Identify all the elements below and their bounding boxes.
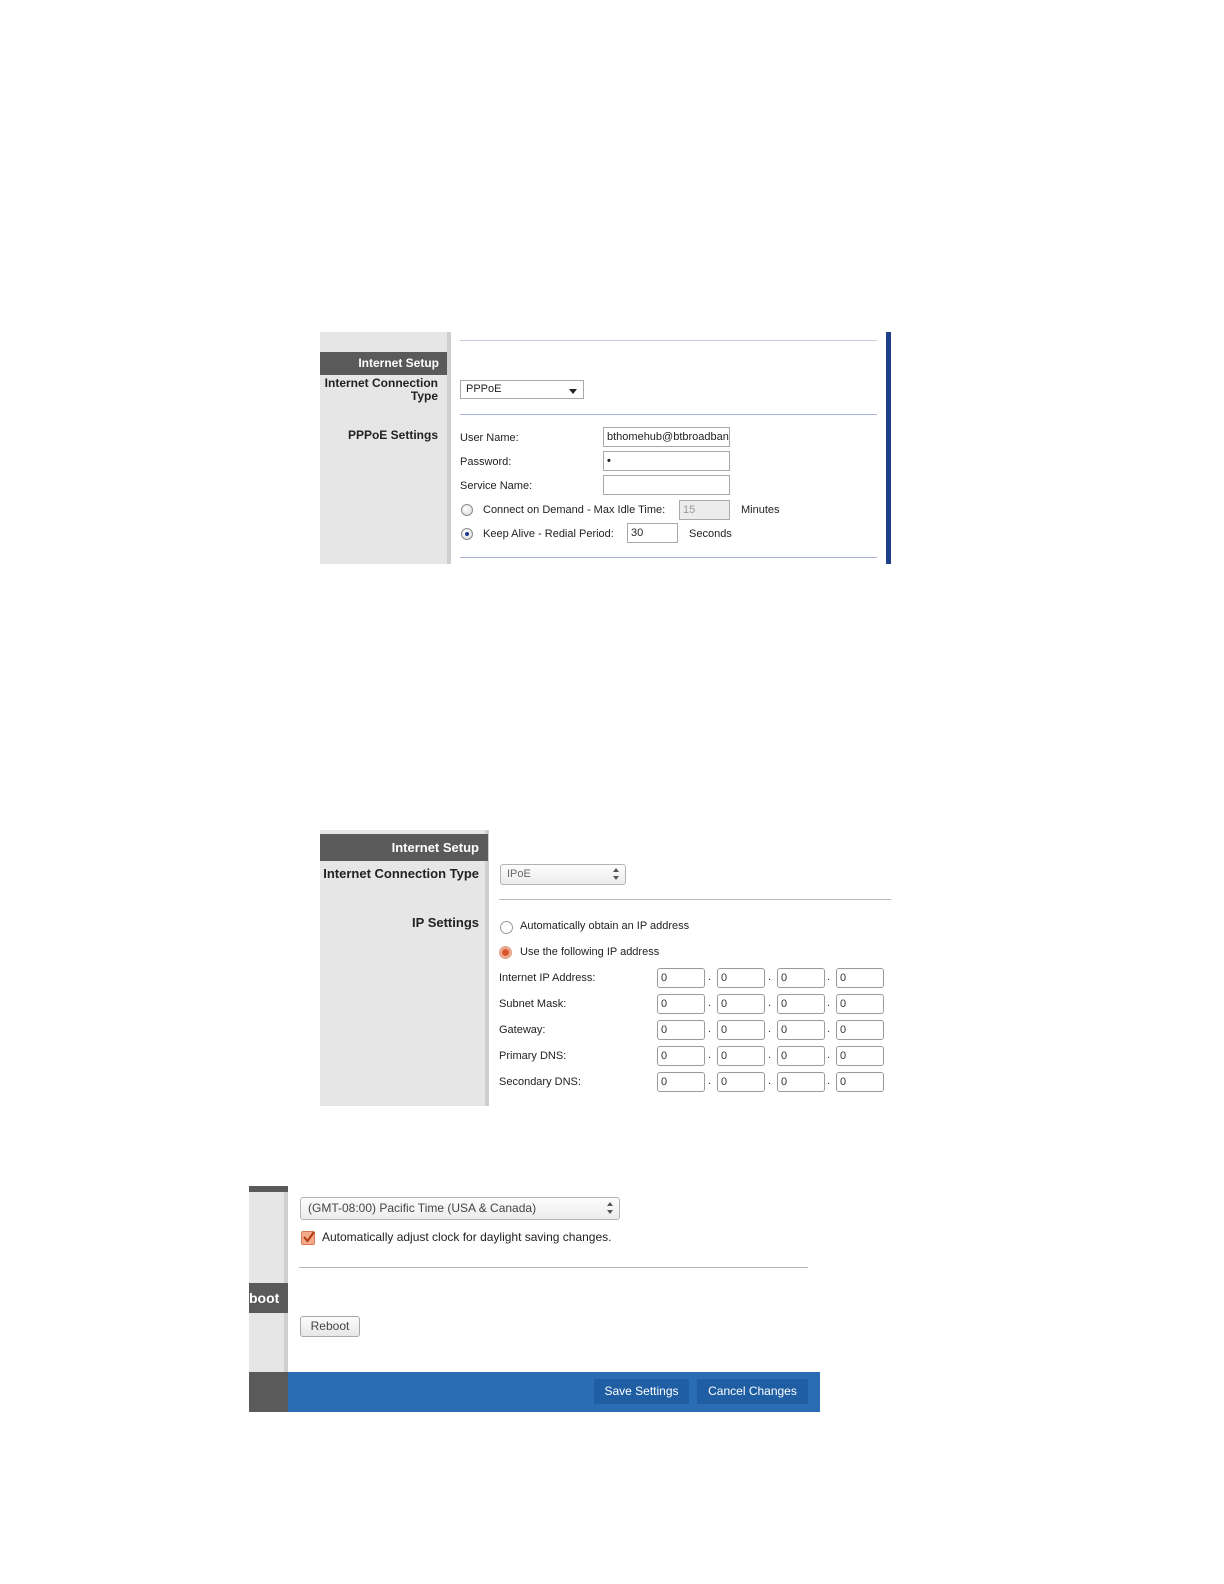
- service-name-label: Service Name:: [460, 480, 533, 492]
- seconds-label: Seconds: [689, 528, 732, 540]
- panel-border: [886, 332, 891, 564]
- divider: [299, 1267, 808, 1268]
- ip-octet-input[interactable]: 0: [836, 968, 884, 988]
- divider: [499, 899, 891, 900]
- ip-octet-input[interactable]: 0: [717, 1072, 765, 1092]
- max-idle-time-input[interactable]: 15: [679, 500, 730, 520]
- connection-type-label: [320, 377, 438, 403]
- auto-ip-label: Automatically obtain an IP address: [520, 920, 690, 932]
- sidebar-divider: [485, 830, 489, 1106]
- ip-octet-input[interactable]: 0: [717, 1046, 765, 1066]
- select-arrows-icon: [607, 1202, 614, 1214]
- pppoe-settings-panel: [320, 332, 892, 564]
- connection-type-label: Internet Connection Type: [323, 866, 479, 881]
- user-name-input[interactable]: bthomehub@btbroadban: [603, 427, 730, 447]
- ip-octet-input[interactable]: 0: [657, 1020, 705, 1040]
- internet-ip-label: Internet IP Address:: [499, 972, 596, 984]
- ip-octet-input[interactable]: 0: [717, 1020, 765, 1040]
- password-label: Password:: [460, 456, 512, 468]
- section-header-internet-setup: Internet Setup: [320, 834, 488, 861]
- footer-sidebar-cap: [249, 1372, 288, 1412]
- ip-octet-input[interactable]: 0: [657, 1046, 705, 1066]
- ip-octet-input[interactable]: 0: [777, 1072, 825, 1092]
- auto-ip-radio[interactable]: [500, 921, 513, 934]
- ip-octet-input[interactable]: 0: [777, 1020, 825, 1040]
- user-name-label: User Name:: [460, 432, 519, 444]
- ip-settings-label: IP Settings: [412, 915, 479, 930]
- ip-octet-input[interactable]: 0: [777, 994, 825, 1014]
- ip-row-gateway: Gateway: 0 . 0 . 0 . 0: [499, 1020, 891, 1040]
- divider: [460, 414, 877, 415]
- ip-row-secondary-dns: Secondary DNS: 0 . 0 . 0 . 0: [499, 1072, 891, 1092]
- time-reboot-panel: [249, 1186, 820, 1412]
- subnet-mask-label: Subnet Mask:: [499, 998, 567, 1010]
- ip-octet-input[interactable]: 0: [657, 968, 705, 988]
- keep-alive-radio[interactable]: [461, 528, 473, 540]
- sidebar-divider: [284, 1186, 288, 1372]
- ip-octet-input[interactable]: 0: [836, 1046, 884, 1066]
- time-zone-value: (GMT-08:00) Pacific Time (USA & Canada): [308, 1201, 537, 1215]
- pppoe-settings-label: PPPoE Settings: [347, 428, 438, 442]
- ip-octet-input[interactable]: 0: [657, 1072, 705, 1092]
- ip-octet-input[interactable]: 0: [836, 1072, 884, 1092]
- ip-octet-input[interactable]: 0: [657, 994, 705, 1014]
- select-arrows-icon: [613, 868, 620, 880]
- ip-row-primary-dns: Primary DNS: 0 . 0 . 0 . 0: [499, 1046, 891, 1066]
- ip-octet-input[interactable]: 0: [777, 1046, 825, 1066]
- ip-octet-input[interactable]: 0: [836, 1020, 884, 1040]
- secondary-dns-label: Secondary DNS:: [499, 1076, 581, 1088]
- ip-octet-input[interactable]: 0: [717, 968, 765, 988]
- connect-on-demand-radio[interactable]: [461, 504, 473, 516]
- section-header-cap: [249, 1186, 288, 1192]
- ip-octet-input[interactable]: 0: [717, 994, 765, 1014]
- connection-type-label-line2: Type: [410, 389, 438, 403]
- ip-octet-input[interactable]: 0: [777, 968, 825, 988]
- redial-period-input[interactable]: 30: [627, 523, 678, 543]
- connection-type-select[interactable]: [500, 864, 626, 885]
- connection-type-select[interactable]: [460, 380, 584, 399]
- service-name-input[interactable]: [603, 475, 730, 495]
- dst-checkbox[interactable]: [301, 1231, 315, 1245]
- cancel-changes-button[interactable]: Cancel Changes: [697, 1379, 808, 1404]
- minutes-label: Minutes: [741, 504, 780, 516]
- connection-type-value: PPPoE: [466, 383, 502, 395]
- manual-ip-radio[interactable]: [499, 946, 512, 959]
- sidebar-divider: [447, 332, 451, 564]
- save-settings-button[interactable]: Save Settings: [594, 1379, 689, 1404]
- divider: [460, 340, 877, 341]
- time-zone-select[interactable]: [300, 1197, 620, 1220]
- connection-type-value: IPoE: [507, 868, 531, 880]
- reboot-button[interactable]: Reboot: [300, 1316, 360, 1337]
- section-header-internet-setup: Internet Setup: [320, 352, 447, 375]
- ipoe-settings-panel: [320, 830, 892, 1106]
- ip-octet-input[interactable]: 0: [836, 994, 884, 1014]
- connect-on-demand-label: Connect on Demand - Max Idle Time:: [483, 504, 666, 516]
- section-header-reboot: boot: [249, 1283, 288, 1313]
- divider: [460, 557, 877, 558]
- password-input[interactable]: •: [603, 451, 730, 471]
- keep-alive-label: Keep Alive - Redial Period:: [483, 528, 614, 540]
- checkmark-icon: [303, 1231, 315, 1244]
- manual-ip-label: Use the following IP address: [520, 946, 660, 958]
- dst-checkbox-label: Automatically adjust clock for daylight saving changes.: [322, 1230, 612, 1244]
- ip-row-internet-ip: Internet IP Address: 0 . 0 . 0 . 0: [499, 968, 891, 988]
- chevron-down-icon: [569, 389, 577, 394]
- ip-row-subnet-mask: Subnet Mask: 0 . 0 . 0 . 0: [499, 994, 891, 1014]
- gateway-label: Gateway:: [499, 1024, 546, 1036]
- connection-type-label-line1: Internet Connection: [324, 376, 438, 390]
- primary-dns-label: Primary DNS:: [499, 1050, 567, 1062]
